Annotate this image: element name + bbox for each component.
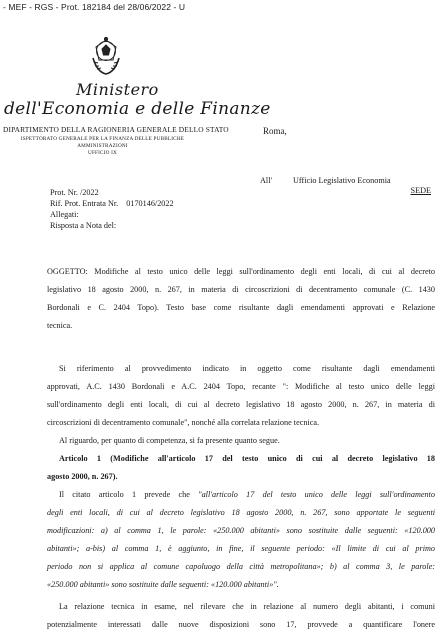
body-paragraph-2 <box>47 432 435 450</box>
place-date: Roma, <box>263 126 287 136</box>
body-line: Il citato articolo 1 prevede che "all'articolo 17 del testo unico delle leggi sull'ordinamento <box>59 490 435 499</box>
body-line: degli enti locali, di cui al decreto legislativo 18 agosto 2000, n. 267, sono apportate le seguenti <box>47 508 435 517</box>
body-line: circoscrizioni di decentramento comunale", nonché alla correlata relazione tecnica. <box>47 418 320 427</box>
body-paragraph-3 <box>47 486 435 594</box>
office-name: UFFICIO IX <box>88 150 117 156</box>
subject-line: tecnica. <box>47 321 73 330</box>
body-line: abitanti»; a-bis) al comma 1, è aggiunto, in fine, il seguente periodo: «Il limite di cui al primo <box>47 544 435 553</box>
body-paragraph-4 <box>47 598 435 634</box>
reference-protocol-label: Rif. Prot. Entrata Nr. <box>50 199 119 208</box>
subject-line: OGGETTO: Modifiche al testo unico delle leggi sull'ordinamento degli enti locali, di cui al decreto <box>47 267 435 276</box>
body-line: «250.000 abitanti» sono sostituite dalle seguenti: «120.000 abitanti»". <box>47 580 279 589</box>
ministry-name: Ministero <box>76 80 159 99</box>
ministry-full-name: dell'Economia e delle Finanze <box>4 99 271 119</box>
reference-protocol-value: 0170146/2022 <box>126 199 174 208</box>
body-line: Al riguardo, per quanto di competenza, si fa presente quanto segue. <box>59 436 280 445</box>
body-paragraph-1 <box>47 360 435 432</box>
recipient-prefix: All' <box>260 176 272 185</box>
body-line: La relazione tecnica in esame, nel rilevare che in relazione al numero degli abitanti, i comuni <box>59 602 435 611</box>
attachments-label: Allegati: <box>50 210 79 219</box>
article-heading <box>47 450 435 486</box>
article-heading-line: agosto 2000, n. 267). <box>47 472 118 481</box>
recipient-office: Ufficio Legislativo Economia <box>293 176 391 185</box>
protocol-stamp: - MEF - RGS - Prot. 182184 del 28/06/2022 - U <box>3 2 186 12</box>
protocol-number: Prot. Nr. /2022 <box>50 188 99 197</box>
body-line: potenzialmente interessati dalle nuove disposizioni sono 17, provvede a quantificare l'onere <box>47 620 435 629</box>
inspectorate-line-2: AMMINISTRAZIONI <box>77 143 128 149</box>
italian-republic-emblem-icon <box>89 36 123 76</box>
subject-paragraph <box>47 263 435 335</box>
inspectorate-line-1: ISPETTORATO GENERALE PER LA FINANZA DELLE PUBBLICHE <box>20 136 185 142</box>
article-heading-line: Articolo 1 (Modifiche all'articolo 17 del testo unico di cui al decreto legislativo 18 <box>59 454 435 463</box>
body-line: approvati, A.C. 1430 Bordonali e A.C. 2404 Topo, recante ": Modifiche al testo unico delle leggi <box>47 382 435 391</box>
body-line: modificazioni: a) al comma 1, le parole: «250.000 abitanti» sono sostituite dalle seguenti: «120.000 <box>47 526 435 535</box>
subject-line: legislativo 18 agosto 2000, n. 267, in materia di circoscrizioni di decentramento comunale (C. 1430 <box>47 285 435 294</box>
body-line: Si riferimento al provvedimento indicato in oggetto come risultante dagli emendamenti <box>59 364 435 373</box>
reply-to-note-label: Risposta a Nota del: <box>50 221 117 230</box>
reference-protocol <box>50 199 174 208</box>
subject-line: Bordonali e C. 2404 Topo). Testo base come risultante dagli emendamenti approvati e Relazione <box>47 303 435 312</box>
department-name: DIPARTIMENTO DELLA RAGIONERIA GENERALE DELLO STATO <box>3 125 229 134</box>
body-line: periodo non si applica al comune capoluogo della città metropolitana»; b) al comma 3, le parole: <box>47 562 435 571</box>
recipient-sede: SEDE <box>410 186 431 195</box>
body-line: sull'ordinamento degli enti locali, di cui al decreto legislativo 18 agosto 2000, n. 267, in materia di <box>47 400 435 409</box>
